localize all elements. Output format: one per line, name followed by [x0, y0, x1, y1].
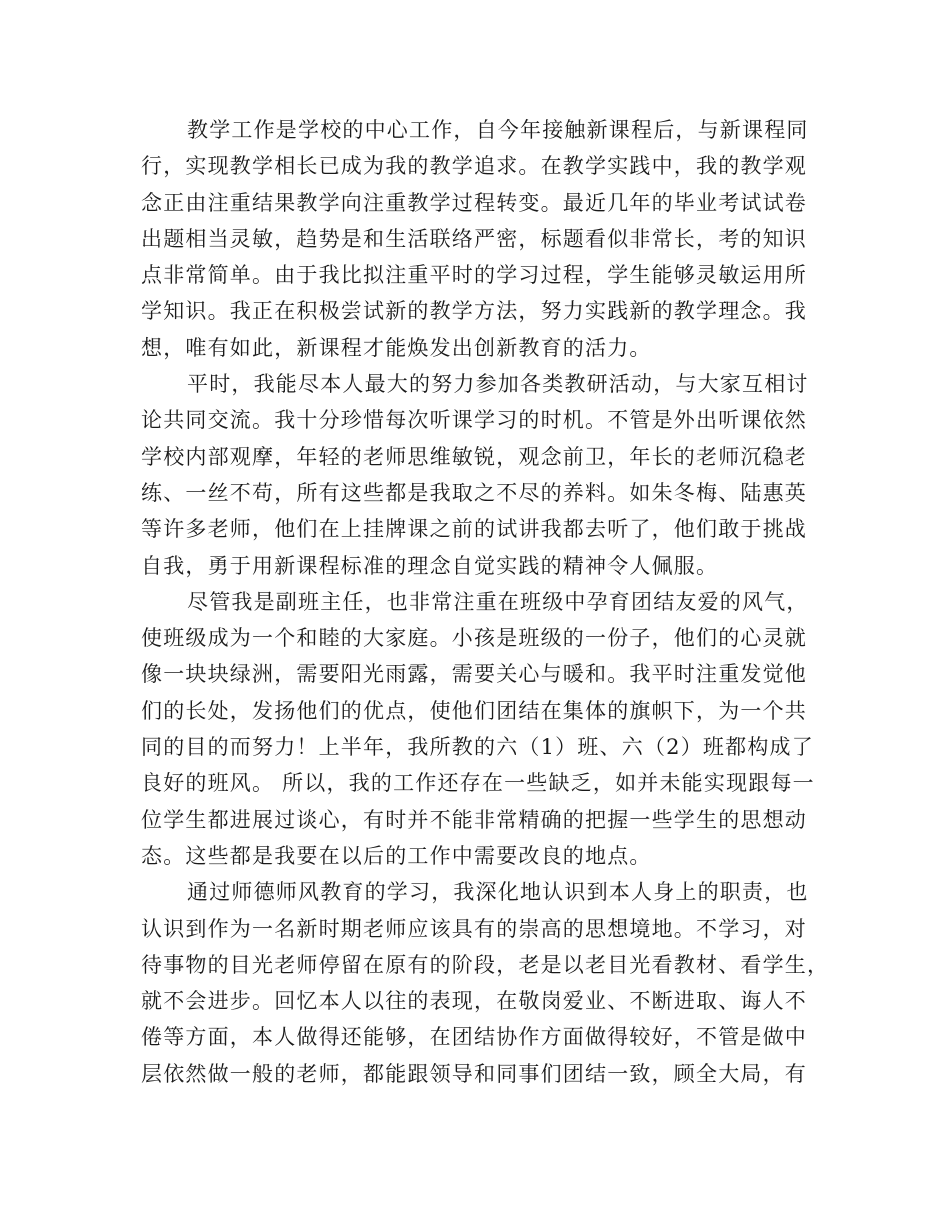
text-line: 等许多老师，他们在上挂牌课之前的试讲我都去听了，他们敢于挑战 [141, 517, 807, 542]
text-line: 层依然做一般的老师，都能跟领导和同事们团结一致，顾全大局，有 [141, 1061, 807, 1086]
text-line: 良好的班风。 所以，我的工作还存在一些缺乏，如并未能实现跟每一 [141, 771, 815, 796]
text-line: 态。这些都是我要在以后的工作中需要改良的地点。 [141, 843, 652, 868]
text-line: 通过师德师风教育的学习，我深化地认识到本人身上的职责，也 [187, 880, 809, 905]
text-line: 练、一丝不苟，所有这些都是我取之不尽的养料。如朱冬梅、陆惠英 [141, 480, 807, 505]
text-line: 想，唯有如此，新课程才能焕发出创新教育的活力。 [141, 335, 652, 360]
text-line: 行，实现教学相长已成为我的教学追求。在教学实践中，我的教学观 [141, 154, 807, 179]
text-line: 教学工作是学校的中心工作，自今年接触新课程后，与新课程同 [187, 118, 809, 142]
text-line: 论共同交流。我十分珍惜每次听课学习的时机。不管是外出听课依然 [141, 408, 807, 433]
paragraph-1 [141, 112, 821, 366]
text-line: 学知识。我正在积极尝试新的教学方法，努力实践新的教学理念。我 [141, 299, 807, 324]
text-line: 点非常简单。由于我比拟注重平时的学习过程，学生能够灵敏运用所 [141, 263, 807, 288]
paragraph-4 [141, 874, 830, 1092]
text-line: 出题相当灵敏，趋势是和生活联络严密，标题看似非常长，考的知识 [141, 226, 807, 251]
text-line: 位学生都进展过谈心，有时并不能非常精确的把握一些学生的思想动 [141, 807, 807, 832]
text-line: 自我，勇于用新课程标准的理念自觉实践的精神令人佩服。 [141, 553, 719, 578]
text-line: 平时，我能尽本人最大的努力参加各类教研活动，与大家互相讨 [187, 372, 809, 397]
document-body [141, 112, 830, 1092]
text-line: 倦等方面，本人做得还能够，在团结协作方面做得较好，不管是做中 [141, 1025, 807, 1050]
text-line: 认识到作为一名新时期老师应该具有的崇高的思想境地。不学习，对 [141, 916, 807, 941]
text-line: 使班级成为一个和睦的大家庭。小孩是班级的一份子，他们的心灵就 [141, 626, 807, 651]
text-line: 念正由注重结果教学向注重教学过程转变。最近几年的毕业考试试卷 [141, 190, 807, 215]
paragraph-3 [141, 584, 821, 874]
text-line: 同的目的而努力！上半年，我所教的六（1）班、六（2）班都构成了 [141, 735, 814, 760]
text-line: 们的长处，发扬他们的优点，使他们团结在集体的旗帜下，为一个共 [141, 698, 807, 723]
text-line: 就不会进步。回忆本人以往的表现，在敬岗爱业、不断进取、诲人不 [141, 989, 807, 1014]
text-line: 待事物的目光老师停留在原有的阶段，老是以老目光看教材、看学生， [141, 952, 830, 977]
text-line: 尽管我是副班主任，也非常注重在班级中孕育团结友爱的风气， [187, 589, 809, 614]
text-line: 像一块块绿洲，需要阳光雨露，需要关心与暖和。我平时注重发觉他 [141, 662, 807, 687]
paragraph-2 [141, 366, 821, 584]
text-line: 学校内部观摩，年轻的老师思维敏锐，观念前卫，年长的老师沉稳老 [141, 444, 807, 469]
